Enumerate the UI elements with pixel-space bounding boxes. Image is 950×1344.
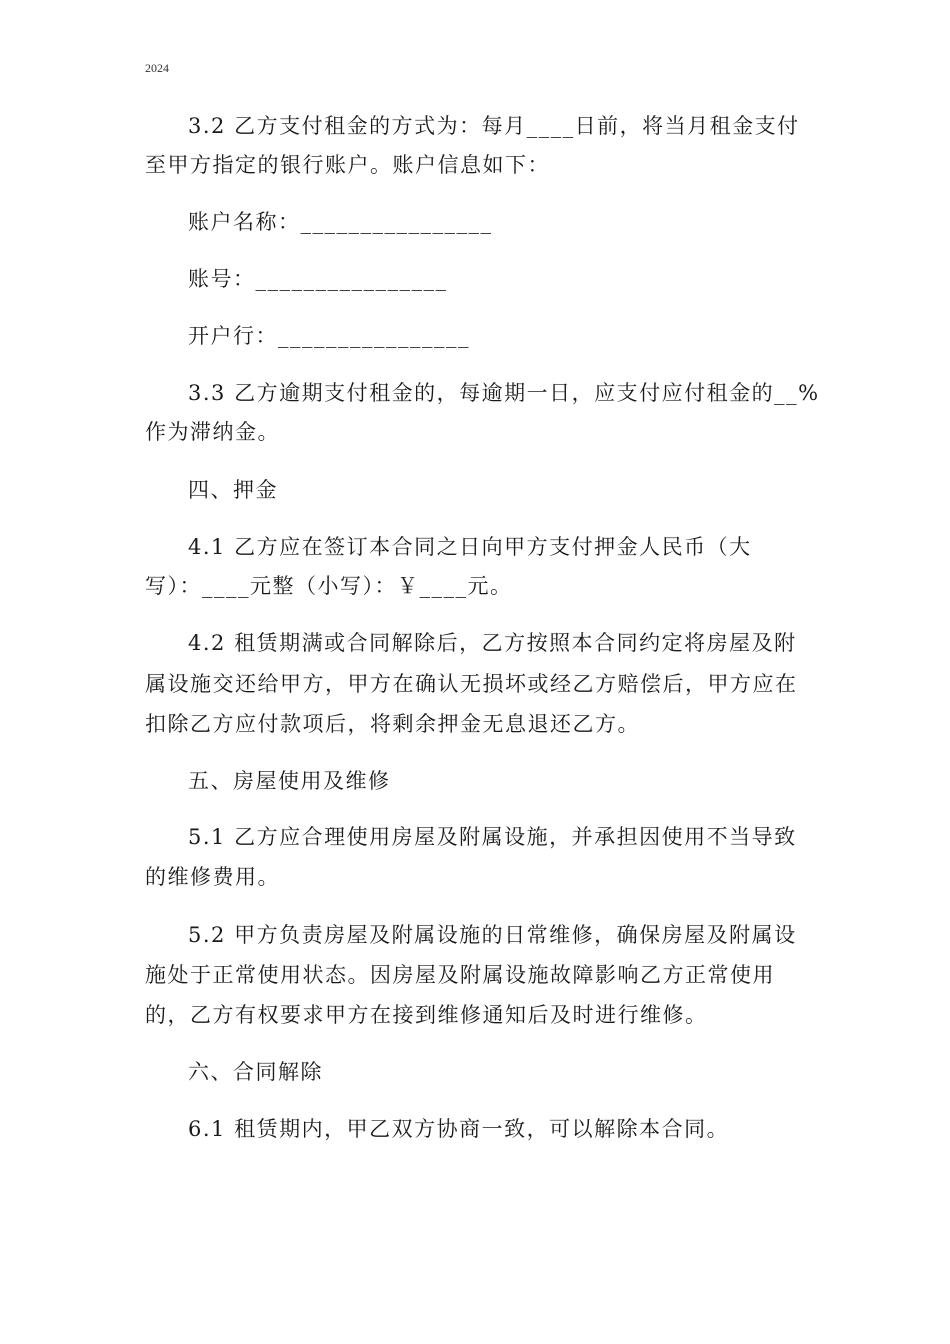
- text-line-3-2-cont: 至甲方指定的银行账户。账户信息如下：: [145, 153, 550, 177]
- text-line-4-2-cont-2: 扣除乙方应付款项后，将剩余押金无息退还乙方。: [145, 712, 640, 736]
- bank-line: 开户行：________________: [188, 324, 470, 348]
- account-name-line: 账户名称：________________: [188, 210, 493, 234]
- text-line-5-2: 5.2 甲方负责房屋及附属设施的日常维修，确保房屋及附属设: [188, 923, 797, 947]
- text-line-4-2-cont-1: 属设施交还给甲方，甲方在确认无损坏或经乙方赔偿后，甲方应在: [145, 672, 798, 696]
- text-line-3-2: 3.2 乙方支付租金的方式为：每月____日前，将当月租金支付: [188, 114, 800, 138]
- text-line-3-3-cont: 作为滞纳金。: [145, 420, 280, 444]
- text-line-4-1: 4.1 乙方应在签订本合同之日向甲方支付押金人民币（大: [188, 535, 752, 559]
- header-year: 2024: [145, 61, 169, 75]
- text-line-4-1-cont: 写）：____元整（小写）：￥____元。: [145, 574, 513, 598]
- section-heading-termination: 六、合同解除: [188, 1060, 323, 1084]
- text-line-3-3: 3.3 乙方逾期支付租金的，每逾期一日，应支付应付租金的__%: [188, 381, 820, 405]
- text-line-6-1: 6.1 租赁期内，甲乙双方协商一致，可以解除本合同。: [188, 1117, 730, 1141]
- section-heading-deposit: 四、押金: [188, 478, 278, 502]
- text-line-5-1-cont: 的维修费用。: [145, 865, 280, 889]
- section-heading-use-repair: 五、房屋使用及维修: [188, 769, 391, 793]
- text-line-5-1: 5.1 乙方应合理使用房屋及附属设施，并承担因使用不当导致: [188, 825, 797, 849]
- text-line-5-2-cont-2: 的，乙方有权要求甲方在接到维修通知后及时进行维修。: [145, 1003, 708, 1027]
- text-line-4-2: 4.2 租赁期满或合同解除后，乙方按照本合同约定将房屋及附: [188, 631, 797, 655]
- text-line-5-2-cont-1: 施处于正常使用状态。因房屋及附属设施故障影响乙方正常使用: [145, 963, 775, 987]
- account-number-line: 账号：________________: [188, 267, 448, 291]
